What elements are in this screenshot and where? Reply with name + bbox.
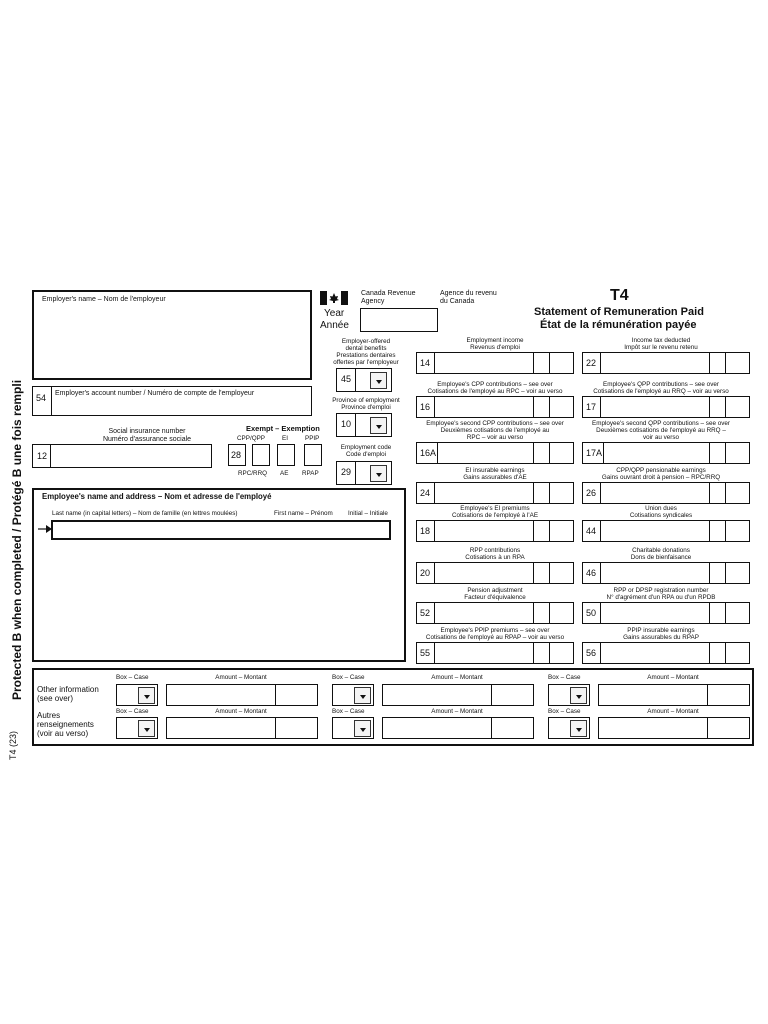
province-box [336, 413, 392, 437]
box-52-field[interactable] [416, 602, 574, 624]
box-18-label-1: Employee's EI premiums [460, 505, 530, 512]
dental-label-2: dental benefits [345, 345, 387, 352]
employee-name-address-box [32, 488, 406, 662]
other-fr-3: (voir au verso) [37, 729, 89, 738]
employer-account-code: 54 [36, 393, 47, 403]
employee-initial-label: Initial – Initiale [348, 510, 388, 517]
box-56-field[interactable] [582, 642, 750, 664]
dental-box [336, 368, 392, 392]
box-17A-label-3: voir au verso [642, 434, 680, 441]
box-44-field[interactable] [582, 520, 750, 542]
box-24-label-1: EI insurable earnings [465, 467, 525, 474]
other-box-dropdown[interactable] [138, 687, 155, 704]
box-46-label-1: Charitable donations [632, 547, 690, 554]
box-22-label-2: Impôt sur le revenu retenu [624, 344, 698, 351]
other-box-dropdown[interactable] [354, 687, 371, 704]
other-amount-label: Amount – Montant [431, 708, 483, 715]
box-17-code: 17 [586, 402, 597, 412]
box-26-code: 26 [586, 488, 597, 498]
box-17A-code: 17A [586, 448, 603, 458]
box-52-label-1: Pension adjustment [467, 587, 523, 594]
box-16-label-1: Employee's CPP contributions – see over [437, 381, 553, 388]
other-amount-label: Amount – Montant [431, 674, 483, 681]
box-44-code: 44 [586, 526, 597, 536]
employee-title: Employee's name and address – Nom et adresse de l'employé [42, 492, 272, 501]
other-amount-label: Amount – Montant [215, 674, 267, 681]
exempt-code-box [228, 444, 246, 466]
province-dropdown[interactable] [370, 417, 387, 434]
agency-en-line1: Canada Revenue [361, 290, 416, 297]
empcode-dropdown[interactable] [370, 465, 387, 482]
province-code: 10 [341, 419, 352, 429]
box-14-label-2: Revenus d'emploi [470, 344, 520, 351]
box-46-code: 46 [586, 568, 597, 578]
box-55-code: 55 [420, 648, 431, 658]
other-amount-field[interactable] [166, 717, 318, 739]
box-18-field[interactable] [416, 520, 574, 542]
other-box-label: Box – Case [548, 708, 581, 715]
exempt-ei-checkbox[interactable] [277, 444, 295, 466]
dental-code: 45 [341, 374, 352, 384]
box-22-code: 22 [586, 358, 597, 368]
form-number: T4 [610, 287, 629, 304]
other-box-dropdown[interactable] [570, 720, 587, 737]
province-label-2: Province d'emploi [341, 404, 391, 411]
other-box-label: Box – Case [332, 708, 365, 715]
box-20-label-1: RPP contributions [469, 547, 521, 554]
box-44-label-1: Union dues [645, 505, 677, 512]
other-amount-label: Amount – Montant [647, 708, 699, 715]
box-20-code: 20 [420, 568, 431, 578]
agency-en-line2: Agency [361, 298, 385, 305]
other-amount-field[interactable] [598, 717, 750, 739]
exempt-ppip-checkbox[interactable] [304, 444, 322, 466]
exempt-col1-bottom: RPC/RRQ [238, 470, 268, 477]
box-14-code: 14 [420, 358, 431, 368]
box-17A-label-2: Deuxièmes cotisations de l'employé au RRQ – [596, 427, 726, 434]
box-50-label-1: RPP or DPSP registration number [613, 587, 709, 594]
box-20-label-2: Cotisations à un RPA [465, 554, 525, 561]
box-18-label-2: Cotisations de l'employé à l'AE [451, 512, 539, 519]
box-56-label-2: Gains assurables du RPAP [623, 634, 699, 641]
employee-first-name-label: First name – Prénom [274, 510, 333, 517]
form-title-en: Statement of Remuneration Paid [534, 306, 704, 318]
box-26-label-1: CPP/QPP pensionable earnings [616, 467, 706, 474]
empcode-label-2: Code d'emploi [345, 451, 387, 458]
box-52-code: 52 [420, 608, 431, 618]
arrow-right-icon [38, 524, 52, 534]
box-16-label-2: Cotisations de l'employé au RPC – voir au verso [427, 388, 563, 395]
box-22-label-1: Income tax deducted [631, 337, 691, 344]
other-box-label: Box – Case [332, 674, 365, 681]
province-label-1: Province of employment [332, 397, 400, 404]
other-box-dropdown[interactable] [138, 720, 155, 737]
sin-code: 12 [37, 451, 48, 461]
exempt-col2-top: EI [282, 435, 288, 442]
empcode-code: 29 [341, 467, 352, 477]
canada-flag-icon [320, 291, 348, 305]
exempt-col1-top: CPP/QPP [237, 435, 265, 442]
box-46-field[interactable] [582, 562, 750, 584]
other-box-label: Box – Case [548, 674, 581, 681]
box-56-label-1: PPIP insurable earnings [627, 627, 695, 634]
other-amount-label: Amount – Montant [647, 674, 699, 681]
exempt-code: 28 [231, 450, 242, 460]
employee-name-field[interactable] [51, 520, 391, 540]
exempt-col3-bottom: RPAP [302, 470, 319, 477]
box-16-field[interactable] [416, 396, 574, 418]
box-17A-field[interactable] [582, 442, 750, 464]
agency-fr-line2: du Canada [440, 298, 475, 305]
box-50-code: 50 [586, 608, 597, 618]
exempt-col2-bottom: AE [280, 470, 289, 477]
box-44-label-2: Cotisations syndicales [629, 512, 693, 519]
other-amount-field[interactable] [166, 684, 318, 706]
box-14-label-1: Employment income [466, 337, 524, 344]
other-amount-label: Amount – Montant [215, 708, 267, 715]
box-24-label-2: Gains assurables d'AE [463, 474, 527, 481]
box-55-label-1: Employee's PPIP premiums – see over [440, 627, 550, 634]
sin-label-fr: Numéro d'assurance sociale [102, 436, 192, 443]
dental-label-3: Prestations dentaires [336, 352, 396, 359]
protected-b-notice: Protected B when completed / Protégé B une fois rempli [10, 379, 24, 700]
employer-name-box[interactable] [32, 290, 312, 380]
other-box-code-field[interactable] [548, 717, 590, 739]
box-55-label-2: Cotisations de l'employé au RPAP – voir au verso [425, 634, 565, 641]
other-amount-field[interactable] [382, 684, 534, 706]
box-46-label-2: Dons de bienfaisance [630, 554, 692, 561]
other-fr-2: renseignements [37, 720, 94, 729]
other-en-2: (see over) [37, 694, 74, 703]
other-box-label: Box – Case [116, 674, 149, 681]
other-en-1: Other information [37, 685, 99, 694]
other-box-code-field[interactable] [332, 717, 374, 739]
employer-account-label: Employer's account number / Numéro de compte de l'employeur [55, 390, 255, 397]
box-50-field[interactable] [582, 602, 750, 624]
employee-last-name-label: Last name (in capital letters) – Nom de famille (en lettres moulées) [52, 510, 238, 517]
box-16A-label-2: Deuxièmes cotisations de l'employé au [440, 427, 550, 434]
box-50-label-2: N° d'agrément d'un RPA ou d'un RPDB [606, 594, 716, 601]
other-box-code-field[interactable] [548, 684, 590, 706]
exempt-title: Exempt – Exemption [246, 424, 320, 433]
box-16A-label-3: RPC – voir au verso [466, 434, 524, 441]
other-box-dropdown[interactable] [354, 720, 371, 737]
form-code: T4 (23) [8, 730, 18, 760]
employer-account-box[interactable] [32, 386, 312, 416]
other-box-code-field[interactable] [116, 684, 158, 706]
box-26-field[interactable] [582, 482, 750, 504]
dental-label-4: offertes par l'employeur [333, 359, 399, 366]
box-55-field[interactable] [416, 642, 574, 664]
box-26-label-2: Gains ouvrant droit à pension – RPC/RRQ [601, 474, 721, 481]
exempt-cpp-checkbox[interactable] [252, 444, 270, 466]
other-box-code-field[interactable] [116, 717, 158, 739]
empcode-box [336, 461, 392, 485]
box-20-field[interactable] [416, 562, 574, 584]
box-16A-code: 16A [420, 448, 437, 458]
box-18-code: 18 [420, 526, 431, 536]
form-title-fr: État de la rémunération payée [540, 319, 697, 331]
box-14-field[interactable] [416, 352, 574, 374]
exempt-col3-top: PPIP [305, 435, 320, 442]
employer-name-label: Employer's name – Nom de l'employeur [42, 296, 166, 303]
other-box-dropdown[interactable] [570, 687, 587, 704]
other-box-label: Box – Case [116, 708, 149, 715]
box-17-label-2: Cotisations de l'employé au RRQ – voir au verso [593, 388, 729, 395]
box-24-field[interactable] [416, 482, 574, 504]
box-22-field[interactable] [582, 352, 750, 374]
year-label-en: Year [324, 308, 345, 319]
box-24-code: 24 [420, 488, 431, 498]
sin-box[interactable] [32, 444, 212, 468]
box-16A-field[interactable] [416, 442, 574, 464]
box-17A-label-1: Employee's second QPP contributions – see over [592, 420, 730, 427]
other-fr-1: Autres [37, 711, 61, 720]
box-17-field[interactable] [582, 396, 750, 418]
box-17-label-1: Employee's QPP contributions – see over [603, 381, 719, 388]
dental-label-1: Employer-offered [341, 338, 391, 345]
sin-label-en: Social insurance number [108, 428, 186, 435]
box-16A-label-1: Employee's second CPP contributions – see over [426, 420, 564, 427]
other-amount-field[interactable] [598, 684, 750, 706]
box-56-code: 56 [586, 648, 597, 658]
year-label-fr: Année [320, 320, 349, 331]
agency-fr-line1: Agence du revenu [440, 290, 497, 297]
dental-dropdown[interactable] [370, 372, 387, 389]
other-amount-field[interactable] [382, 717, 534, 739]
box-16-code: 16 [420, 402, 431, 412]
empcode-label-1: Employment code [340, 444, 392, 451]
year-field[interactable] [360, 308, 438, 332]
other-box-code-field[interactable] [332, 684, 374, 706]
box-52-label-2: Facteur d'équivalence [464, 594, 526, 601]
